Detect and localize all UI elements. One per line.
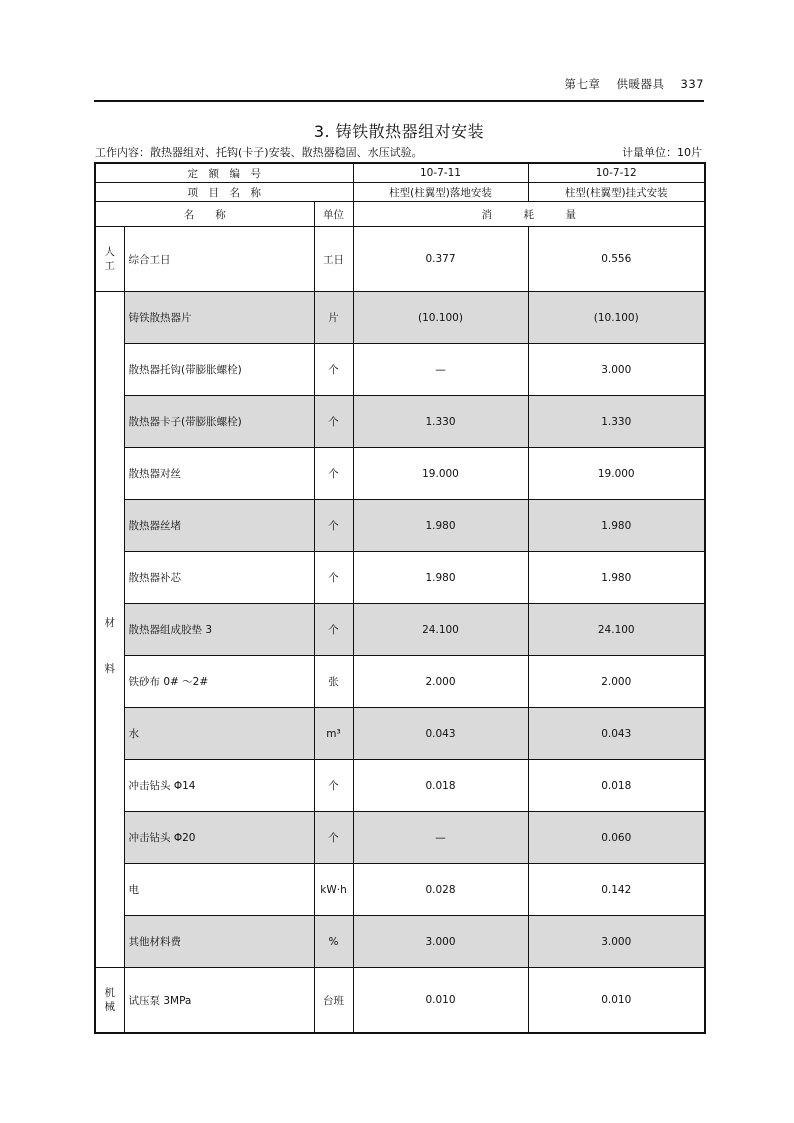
page-number: 337 (680, 77, 704, 91)
item-value-1: 24.100 (353, 604, 528, 656)
table-row (95, 227, 705, 292)
unit-of-measure: 计量单位：10片 (622, 146, 702, 159)
item-name: 散热器对丝 (124, 448, 314, 500)
table-row (95, 344, 705, 396)
table-row (95, 292, 705, 344)
item-name: 试压泵 3MPa (124, 968, 314, 1034)
quota-code-label: 定 额 编 号 (95, 163, 353, 183)
chapter-title: 供暖器具 (616, 77, 665, 91)
category-material (95, 292, 124, 968)
item-name: 水 (124, 708, 314, 760)
item-value-1: 3.000 (353, 916, 528, 968)
item-value-2: 0.043 (528, 708, 705, 760)
item-unit: 片 (314, 292, 353, 344)
item-value-1: 0.010 (353, 968, 528, 1034)
item-name: 冲击钻头 Φ20 (124, 812, 314, 864)
item-value-2: 24.100 (528, 604, 705, 656)
item-name: 铸铁散热器片 (124, 292, 314, 344)
chapter-number: 第七章 (564, 77, 601, 91)
table-row (95, 656, 705, 708)
item-unit: 台班 (314, 968, 353, 1034)
item-value-2: 0.010 (528, 968, 705, 1034)
item-value-1: 0.028 (353, 864, 528, 916)
item-value-1: 1.980 (353, 500, 528, 552)
item-value-1: 1.330 (353, 396, 528, 448)
item-unit: 工日 (314, 227, 353, 292)
table-row (95, 396, 705, 448)
item-value-1: — (353, 344, 528, 396)
item-name: 其他材料费 (124, 916, 314, 968)
item-unit: 个 (314, 344, 353, 396)
item-name: 散热器丝堵 (124, 500, 314, 552)
table-row (95, 708, 705, 760)
item-value-2: 1.980 (528, 552, 705, 604)
item-value-2: 1.980 (528, 500, 705, 552)
item-value-1: 2.000 (353, 656, 528, 708)
item-value-2: 0.556 (528, 227, 705, 292)
table-row (95, 864, 705, 916)
item-unit: 个 (314, 500, 353, 552)
item-unit: 个 (314, 552, 353, 604)
item-value-2: 2.000 (528, 656, 705, 708)
name-column-header: 名 称 (95, 202, 314, 227)
consumption-column-header: 消 耗 量 (353, 202, 705, 227)
item-unit: 个 (314, 396, 353, 448)
item-unit: kW·h (314, 864, 353, 916)
item-unit: 个 (314, 448, 353, 500)
item-name: 散热器托钩(带膨胀螺栓) (124, 344, 314, 396)
item-name: 冲击钻头 Φ14 (124, 760, 314, 812)
page-header (94, 76, 704, 92)
category-machinery (95, 968, 124, 1034)
item-name: 散热器补芯 (124, 552, 314, 604)
item-value-2: 3.000 (528, 916, 705, 968)
table-row (95, 604, 705, 656)
item-value-2: 19.000 (528, 448, 705, 500)
item-value-1: 0.377 (353, 227, 528, 292)
item-value-2: 1.330 (528, 396, 705, 448)
item-name-2: 柱型(柱翼型)挂式安装 (528, 183, 705, 202)
table-row (95, 968, 705, 1034)
item-value-1: 0.018 (353, 760, 528, 812)
table-row (95, 500, 705, 552)
item-value-2: (10.100) (528, 292, 705, 344)
item-value-1: 0.043 (353, 708, 528, 760)
work-content: 工作内容：散热器组对、托钩(卡子)安装、散热器稳固、水压试验。 (95, 146, 423, 159)
category-material-label-top: 材 (104, 616, 115, 629)
section-title: 3. 铸铁散热器组对安装 (313, 122, 485, 141)
item-value-1: 19.000 (353, 448, 528, 500)
quota-code-2: 10-7-12 (528, 163, 705, 183)
table-row (95, 916, 705, 968)
item-unit: 个 (314, 760, 353, 812)
item-value-2: 0.018 (528, 760, 705, 812)
category-labor (95, 227, 124, 292)
table-row (95, 552, 705, 604)
item-value-2: 0.142 (528, 864, 705, 916)
header-row-quota-code (95, 163, 705, 183)
item-unit: 个 (314, 812, 353, 864)
category-labor-label: 人工 (104, 246, 115, 272)
item-value-2: 3.000 (528, 344, 705, 396)
table-row (95, 812, 705, 864)
item-unit: % (314, 916, 353, 968)
table-row (95, 760, 705, 812)
item-name: 综合工日 (124, 227, 314, 292)
item-name-label: 项 目 名 称 (95, 183, 353, 202)
quota-code-1: 10-7-11 (353, 163, 528, 183)
table-row (95, 448, 705, 500)
header-row-item-name (95, 183, 705, 202)
item-name: 铁砂布 0# ～2# (124, 656, 314, 708)
item-value-1: 1.980 (353, 552, 528, 604)
item-name-1: 柱型(柱翼型)落地安装 (353, 183, 528, 202)
item-unit: 个 (314, 604, 353, 656)
item-value-1: (10.100) (353, 292, 528, 344)
category-machinery-label: 机械 (104, 987, 115, 1013)
item-unit: 张 (314, 656, 353, 708)
quota-table (94, 162, 706, 1034)
category-material-label-bottom: 料 (104, 662, 115, 675)
item-value-2: 0.060 (528, 812, 705, 864)
item-name: 散热器卡子(带膨胀螺栓) (124, 396, 314, 448)
item-name: 电 (124, 864, 314, 916)
header-rule (94, 100, 704, 102)
item-value-1: — (353, 812, 528, 864)
item-unit: m³ (314, 708, 353, 760)
item-name: 散热器组成胶垫 3 (124, 604, 314, 656)
unit-column-header: 单位 (314, 202, 353, 227)
header-row-columns (95, 202, 705, 227)
